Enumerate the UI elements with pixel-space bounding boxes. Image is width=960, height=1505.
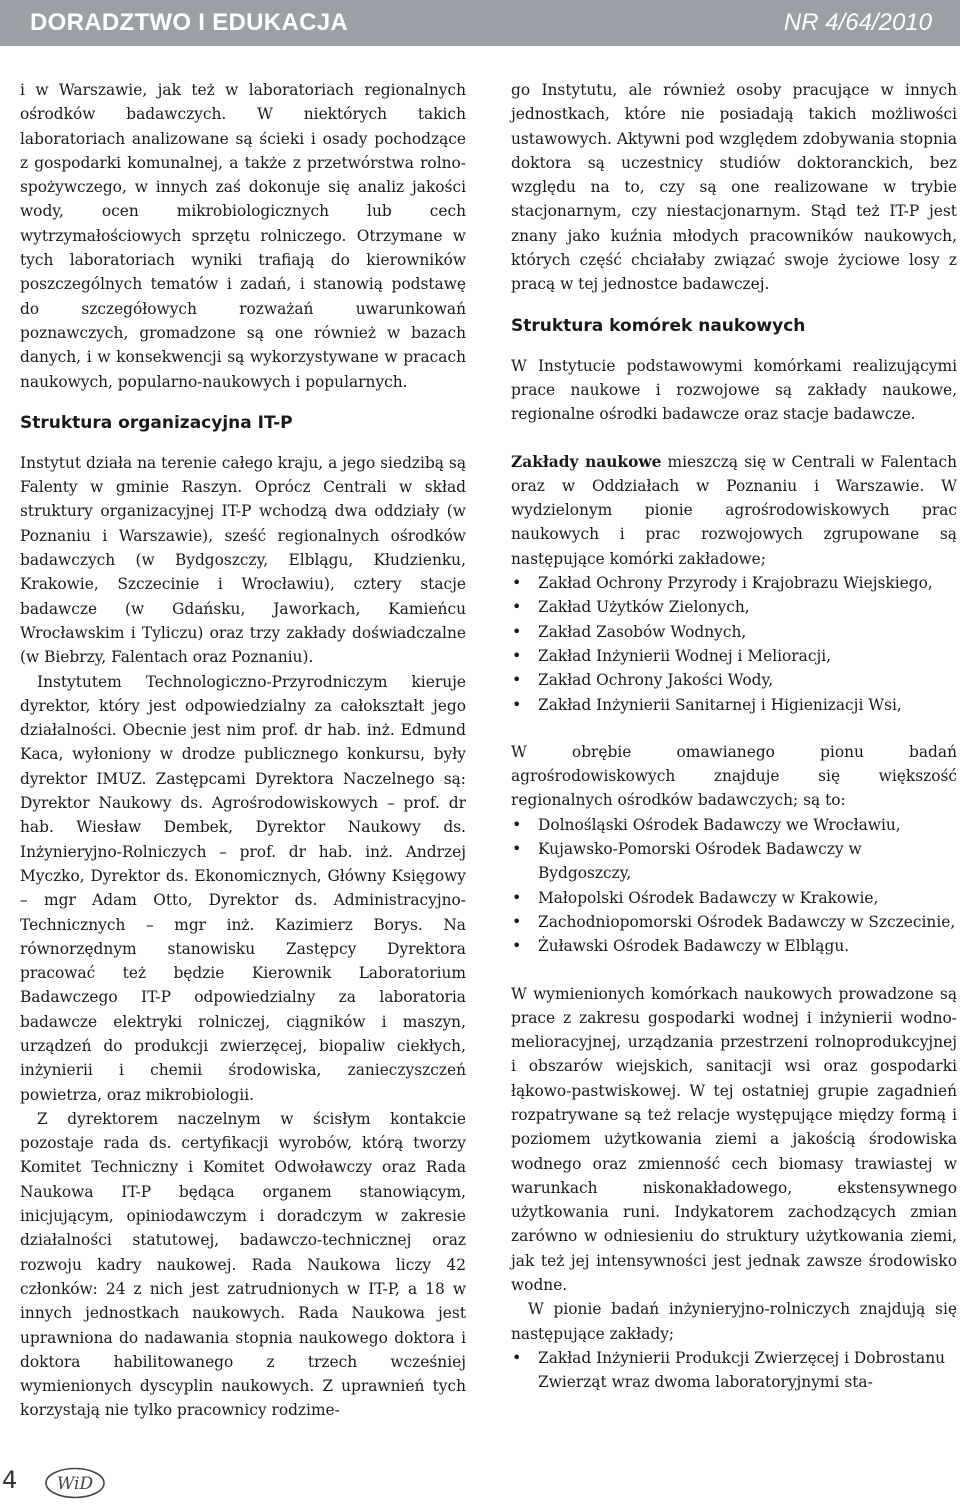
right-paragraph-4: W obrębie omawianego pionu badań agrośrodowiskowych znajduje się większość regionalnych ośrodków badawczych; są to: — [511, 742, 957, 810]
right-paragraph-3 — [511, 450, 957, 571]
right-paragraph-2: W Instytucie podstawowymi komórkami realizującymi prace naukowe i rozwojowe są zakłady naukowe, regionalne ośrodki badawcze oraz stacje badawcze. — [511, 356, 957, 424]
list-item: • Małopolski Ośrodek Badawczy w Krakowie, — [511, 886, 957, 910]
list-item: • Zakład Użytków Zielonych, — [511, 595, 957, 619]
left-paragraph-1: i w Warszawie, jak też w laboratoriach regionalnych ośrodków badawczych. W niektórych takich laboratoriach analizowane są ścieki i osady pochodzące z gospodarki komunalnej, a także z przetwórstwa rolno-spożywczego, w innych zaś dokonuje się analiz jakości wody, ocen mikrobiologicznych lub cech wytrzymałościowych sprzętu rolniczego. Otrzymane w tych laboratoriach wyniki trafiają do kierowników poszczególnych tematów i zadań, i stanowią podstawę do szczegółowych rozważań uwarunkowań poznawczych, gromadzone są one również w bazach danych, i w konsekwencji są wykorzystywane w pracach naukowych, popularno-naukowych i popularnych. — [20, 81, 466, 391]
bold-term: Zakłady naukowe — [511, 452, 662, 471]
list-item: • Zakład Inżynierii Sanitarnej i Higienizacji Wsi, — [511, 693, 957, 717]
list-engineering-units — [511, 1346, 957, 1395]
paragraph-3-rest: mieszczą się w Centrali w Falentach oraz w Oddziałach w Poznaniu i Warszawie. W wydzielonym pionie agrośrodowiskowych prac naukowych i prac rozwojowych zgrupowane są następujące komórki zakładowe; — [511, 452, 957, 568]
page-number: 4 — [2, 1466, 18, 1494]
section-title: DORADZTWO I EDUKACJA — [30, 9, 348, 36]
logo-text: WiD — [56, 1474, 94, 1494]
page-header — [0, 0, 960, 46]
list-item: • Zachodniopomorski Ośrodek Badawczy w Szczecinie, — [511, 910, 957, 934]
heading-structure-cells: Struktura komórek naukowych — [511, 315, 806, 336]
right-paragraph-5: W wymienionych komórkach naukowych prowadzone są prace z zakresu gospodarki wodnej i inżynierii wodno-melioracyjnej, urządzania przestrzeni rolnoprodukcyjnej i obszarów wiejskich, sanitacji wsi oraz gospodarki łąkowo-pastwiskowej. W tej ostatniej grupie zagadnień rozpatrywane są też relacje występujące między formą i poziomem użytkowania ziemi a jakością środowiska wodnego oraz zmienność cech biomasy trawiastej w warunkach niskonakładowego, ekstensywnego użytkowania runi. Indykatorem zachodzących zmian zarówno w odniesieniu do struktury użytkowania ziemi, jak też jej intensywności jest jednak zawsze środowisko wodne. — [511, 984, 957, 1295]
list-regional-centers — [511, 813, 957, 959]
list-item: • Żuławski Ośrodek Badawczy w Elblągu. — [511, 934, 957, 958]
right-paragraph-1: go Instytutu, ale również osoby pracujące w innych jednostkach, które nie posiadają takich możliwości ustawowych. Aktywni pod względem zdobywania stopnia doktora są uczestnicy studiów doktoranckich, bez względu na to, czy są one realizowane w trybie stacjonarnym, czy niestacjonarnym. Stąd też IT-P jest znany jako kuźnia młodych pracowników naukowych, których część chciałaby związać swoje życiowe losy z pracą w tej jednostce badawczej. — [511, 81, 957, 294]
list-item: • Zakład Ochrony Jakości Wody, — [511, 668, 957, 692]
list-item: • Zakład Inżynierii Wodnej i Melioracji, — [511, 644, 957, 668]
list-research-units — [511, 571, 957, 717]
list-item: • Zakład Ochrony Przyrody i Krajobrazu Wiejskiego, — [511, 571, 957, 595]
right-column — [511, 78, 957, 1395]
left-column — [20, 78, 466, 1423]
heading-structure-org: Struktura organizacyjna IT-P — [20, 412, 293, 433]
right-paragraph-6: W pionie badań inżynieryjno-rolniczych znajdują się następujące zakłady; — [511, 1300, 957, 1343]
wid-logo-mark — [44, 1466, 106, 1500]
wid-logo — [44, 1466, 106, 1500]
left-paragraph-4: Z dyrektorem naczelnym w ścisłym kontakcie pozostaje rada ds. certyfikacji wyrobów, którą tworzy Komitet Techniczny i Komitet Odwoławczy oraz Rada Naukowa IT-P będąca organem stanowiącym, inicjującym, opiniodawczym i doradczym w zakresie działalności statutowej, badawczo-technicznej oraz rozwoju kadry naukowej. Rada Naukowa liczy 42 członków: 24 z nich jest zatrudnionych w IT-P, a 18 w innych jednostkach naukowych. Rada Naukowa jest uprawniona do nadawania stopnia naukowego doktora i doktora habilitowanego z trzech wcześniej wymienionych dyscyplin naukowych. Z uprawnień tych korzystają nie tylko pracownicy rodzime- — [20, 1109, 466, 1420]
list-item: • Kujawsko-Pomorski Ośrodek Badawczy w Bydgoszczy, — [511, 837, 957, 886]
list-item: • Zakład Zasobów Wodnych, — [511, 620, 957, 644]
list-item: • Zakład Inżynierii Produkcji Zwierzęcej i Dobrostanu Zwierząt wraz dwoma laboratoryjnymi sta- — [511, 1346, 957, 1395]
left-paragraph-2: Instytut działa na terenie całego kraju, a jego siedzibą są Falenty w gminie Raszyn. Oprócz Centrali w skład struktury organizacyjnej IT-P wchodzą dwa oddziały (w Poznaniu i Warszawie), sześć regionalnych ośrodków badawczych (w Bydgoszczy, Elblągu, Kłudzienku, Krakowie, Szczecinie i Wrocławiu), cztery stacje badawcze (w Gdańsku, Jaworkach, Kamieńcu Wrocławskim i Tyliczu) oraz trzy zakłady doświadczalne (w Biebrzy, Falentach oraz Poznaniu). — [20, 453, 466, 667]
list-item: • Dolnośląski Ośrodek Badawczy we Wrocławiu, — [511, 813, 957, 837]
left-paragraph-3: Instytutem Technologiczno-Przyrodniczym kieruje dyrektor, który jest odpowiedzialny za całokształt jego działalności. Obecnie jest nim prof. dr hab. inż. Edmund Kaca, wyłoniony w drodze publicznego konkursu, były dyrektor IMUZ. Zastępcami Dyrektora Naczelnego są: Dyrektor Naukowy ds. Agrośrodowiskowych – prof. dr hab. Wiesław Dembek, Dyrektor Naukowy ds. Inżynieryjno-Rolniczych – prof. dr hab. inż. Andrzej Myczko, Dyrektor ds. Ekonomicznych, Główny Księgowy – mgr Adam Otto, Dyrektor ds. Administracyjno-Technicznych – mgr inż. Kazimierz Borys. Na równorzędnym stanowisku Zastępcy Dyrektora pracować też będzie Kierownik Laboratorium Badawczego IT-P odpowiedzialny za laboratoria badawcze elektryki rolniczej, ciągników i maszyn, urządzeń do produkcji zwierzęcej, biopaliw ciekłych, inżynierii i chemii środowiska, zanieczyszczeń powietrza, oraz mikrobiologii. — [20, 672, 466, 1104]
issue-number: NR 4/64/2010 — [783, 9, 932, 36]
